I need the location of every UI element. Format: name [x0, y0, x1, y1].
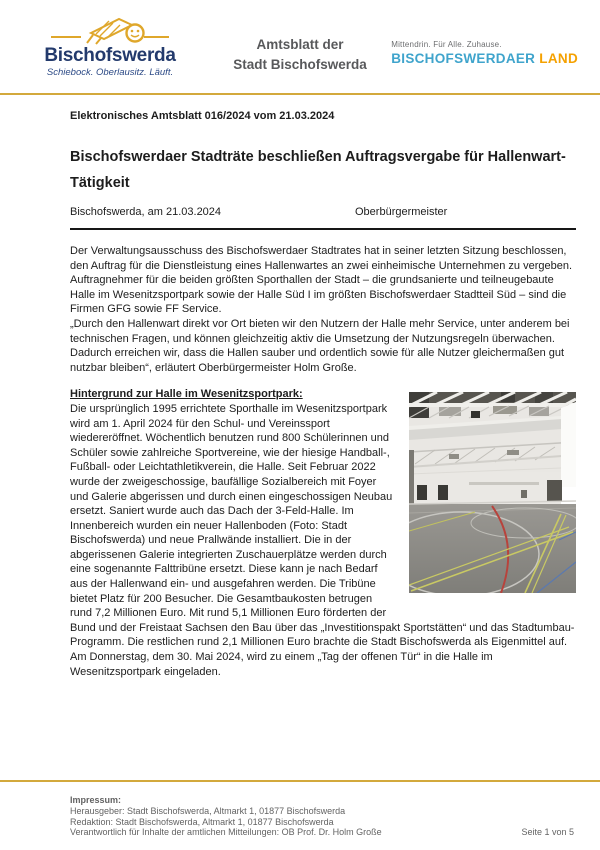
masthead-title-line1: Amtsblatt der	[256, 37, 344, 52]
masthead-title-line2: Stadt Bischofswerda	[233, 57, 367, 72]
masthead-title	[185, 35, 415, 75]
region-brand-name-blue: BISCHOFSWERDAER	[391, 51, 536, 66]
document-body	[0, 95, 600, 679]
region-brand-name-orange: LAND	[539, 51, 578, 66]
divider-rule	[70, 228, 576, 230]
paragraph-1: Der Verwaltungsausschuss des Bischofswerdaer Stadtrates hat in seiner letzten Sitzung beschlossen, den Auftrag für die Dienstleistung eines Hallenwartes an zwei einheimische Unternehmen zu vergeben. Auftragnehmer für die beiden größten Sporthallen der Stadt – die grundsanierte und teilneugebaute Halle im Wesenitzsportpark sowie der Halle Süd I im größten Bischofswerdaer Stadtteil Süd – sind die Firmen GFG sowie FF Service.	[70, 245, 573, 316]
lead-paragraphs	[70, 244, 576, 375]
byline: Oberbürgermeister	[355, 206, 448, 218]
logo-tagline: Schiebock. Oberlausitz. Läuft.	[46, 67, 174, 78]
impressum-line-editor: Redaktion: Stadt Bischofswerda, Altmarkt 1, 01877 Bischofswerda	[70, 816, 334, 827]
section-heading: Hintergrund zur Halle im Wesenitzsportpark:	[70, 388, 303, 401]
city-logo	[34, 12, 186, 78]
dateline: Bischofswerda, am 21.03.2024	[70, 206, 222, 218]
impressum-line-publisher: Herausgeber: Stadt Bischofswerda, Altmarkt 1, 01877 Bischofswerda	[70, 805, 346, 816]
impressum-line-responsible: Verantwortlich für Inhalte der amtlichen Mitteilungen: OB Prof. Dr. Holm Große	[70, 827, 382, 838]
impressum-block	[70, 795, 382, 838]
paragraph-2: „Durch den Hallenwart direkt vor Ort bieten wir den Nutzern der Halle mehr Service, unter anderem bei technischen Fragen, und können gleichzeitig aktiv die Umsetzung der Nutzungsregeln überwachen. Dadurch erreichen wir, dass die Hallen sauber und ordentlich sowie für alle Nutzer gleichermaßen gut nutzbar bleiben“, erläutert Oberbürgermeister Holm Große.	[70, 317, 570, 374]
article-title-line2: Tätigkeit	[70, 175, 130, 191]
background-section	[70, 387, 576, 679]
schiebock-mascot-icon	[34, 12, 186, 46]
article-title	[70, 144, 576, 196]
impressum-heading: Impressum:	[70, 795, 122, 805]
region-brand	[391, 40, 578, 66]
page-indicator: Seite 1 von 5	[521, 827, 574, 838]
issue-line: Elektronisches Amtsblatt 016/2024 vom 21.03.2024	[70, 110, 335, 122]
sports-hall-photo	[409, 392, 576, 593]
logo-wordmark: Bischofswerda	[44, 45, 176, 66]
page-header	[0, 0, 600, 95]
region-brand-name	[391, 51, 578, 66]
section-paragraph-1: Die ursprünglich 1995 errichtete Sporthalle im Wesenitzsportpark wird am 1. April 2024 für den Schul- und Vereinssport wiedereröffnet. Wöchentlich benutzen rund 800 Schülerinnen und Schüler sowie zahlreiche Sportvereine, wie der hiesige Handball-, Fußball- oder Leichtathletikverein, die Halle. Seit Februar 2022 wurde der zweigeschossige, baufällige Sozialbereich mit Foyer und Galerie abgerissen und durch einen eingeschossigen Neubau ersetzt. Saniert wurde auch das Dach der 3-Feld-Halle. Im Innenbereich wurden ein neuer Hallenboden (Foto: Stadt Bischofswerda) und neue Prallwände installiert. Die in der abgerissenen Galerie integrierten Zuschauerplätze werden durch eine sogenannte Falttribüne ersetzt. Diese kann je nach Bedarf aus der Hallenwand ein- und ausgefahren werden. Die Tribüne bietet Platz für 200 Besucher. Die Gesamtbaukosten betrugen rund 7,2 Millionen Euro. Mit rund 5,1 Millionen Euro förderten der Bund und der Freistaat Sachsen den Bau über das „Investitionspakt Sportstätten“ und das Stadtumbau-Programm. Die restlichen rund 2,1 Millionen Euro brachte die Stadt Bischofswerda als Eigenmittel auf.	[70, 402, 575, 649]
dateline-row	[70, 205, 576, 219]
section-paragraph-2: Am Donnerstag, dem 30. Mai 2024, wird zu einem „Tag der offenen Tür“ in die Halle im Wesenitzsportpark eingeladen.	[70, 651, 493, 678]
article-title-line1: Bischofswerdaer Stadträte beschließen Auftragsvergabe für Hallenwart-	[70, 149, 566, 165]
page-footer	[0, 780, 600, 838]
region-brand-tagline: Mittendrin. Für Alle. Zuhause.	[391, 40, 502, 49]
